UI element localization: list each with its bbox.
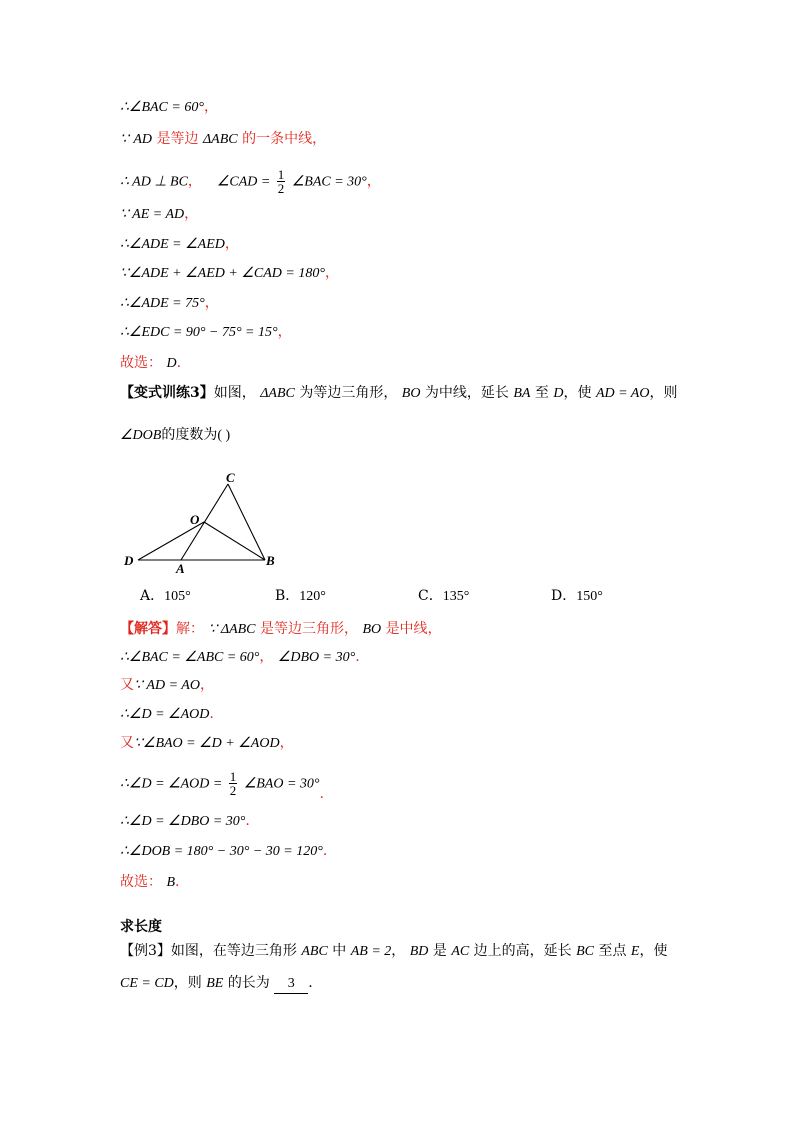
comma: ， xyxy=(366,173,381,190)
example-line-2 xyxy=(120,974,313,994)
comma: ， xyxy=(204,295,219,311)
question-text: 的度数为 xyxy=(161,427,218,443)
comma: ， xyxy=(199,677,214,693)
step-math: ∠CAD = xyxy=(216,174,271,190)
option-c[interactable] xyxy=(418,585,469,605)
solution-line-2 xyxy=(120,648,360,667)
solution-line-1 xyxy=(120,620,442,639)
section-title: 求长度 xyxy=(120,919,162,935)
comma: ， xyxy=(277,324,292,340)
period: . xyxy=(319,785,324,802)
example-line-1 xyxy=(120,942,667,961)
step-math: ∵ AD = AO xyxy=(134,678,200,693)
option-letter: C． xyxy=(418,588,443,604)
question-text: ，则 xyxy=(649,385,678,401)
step-math: ∴∠BAC = ∠ABC = 60° xyxy=(120,650,260,665)
option-letter: B． xyxy=(275,588,300,604)
fraction: $\frac{1}{2}$ xyxy=(229,769,237,798)
step-line-8 xyxy=(120,323,292,342)
step-line-1 xyxy=(120,98,218,117)
solution-text: 是中线， xyxy=(385,621,442,637)
period: . xyxy=(176,355,182,371)
step-math: ∵∠ADE + ∠AED + ∠CAD = 180° xyxy=(120,266,325,281)
question-text: 的长为 xyxy=(227,975,270,991)
question-text: 为中线，延长 xyxy=(424,385,509,401)
step-math: ∴∠D = ∠DBO = 30° xyxy=(120,814,246,829)
solution-text: 是等边三角形， xyxy=(259,621,358,637)
comma: ， xyxy=(324,265,339,281)
answer-paren: ( ) xyxy=(217,428,231,443)
answer-choice: D xyxy=(166,356,177,371)
solution-line-6 xyxy=(120,769,324,802)
option-value: 105° xyxy=(164,589,191,604)
solution-label: 【解答】 xyxy=(120,621,176,637)
step-math: ∴∠DOB = 180° − 30° − 30 = 120° xyxy=(120,844,323,859)
solution-answer-line xyxy=(120,873,179,892)
solution-line-8 xyxy=(120,842,327,861)
option-letter: A． xyxy=(140,588,165,604)
comma: ， xyxy=(224,236,239,252)
question-text: ，则 xyxy=(173,975,202,991)
period: . xyxy=(175,874,180,890)
segment-bo: BO xyxy=(401,386,421,401)
step-math: ∴ AD ⊥ BC xyxy=(120,174,188,190)
step-math: ∠BAO = 30° xyxy=(243,776,320,792)
solution-text: 又 xyxy=(120,735,134,751)
solution-line-3 xyxy=(120,676,214,695)
step-math: ∴∠ADE = ∠AED xyxy=(120,237,225,252)
segment-do xyxy=(138,522,204,560)
label-o: O xyxy=(190,512,200,527)
step-math: ∵∠BAO = ∠D + ∠AOD xyxy=(134,736,280,751)
option-b[interactable] xyxy=(275,585,326,605)
triangle-abc: ABC xyxy=(301,944,328,959)
label-d: D xyxy=(124,553,134,568)
fraction: $\frac{1}{2}$ xyxy=(277,167,285,196)
answer-label: 故选： xyxy=(120,874,162,890)
option-value: 150° xyxy=(576,589,603,604)
answer-choice: B xyxy=(166,875,176,890)
question-text: ， xyxy=(391,943,406,959)
option-a[interactable] xyxy=(140,585,191,605)
segment-be: BE xyxy=(206,976,224,991)
triangle-abc: ΔABC xyxy=(260,386,295,401)
step-math: ∠BAC = 30° xyxy=(291,174,367,190)
condition: AB = 2 xyxy=(350,944,392,959)
step-line-6 xyxy=(120,264,339,283)
solution-text: 解： xyxy=(176,621,204,637)
comma: ， xyxy=(187,173,202,190)
period: . xyxy=(245,813,250,829)
step-text: 是等边 xyxy=(156,131,199,147)
question-text: ，使 xyxy=(639,943,668,959)
triangle-figure xyxy=(120,470,290,575)
triangle-abc: ΔABC xyxy=(202,132,238,147)
example-label: 【例3】 xyxy=(120,943,171,959)
period: . xyxy=(209,706,214,722)
step-math: ∴∠D = ∠AOD xyxy=(120,707,210,722)
step-math: ∵ AE = AD xyxy=(120,207,185,222)
label-a: A xyxy=(176,561,185,575)
variant-question-line-2 xyxy=(120,426,230,445)
option-value: 120° xyxy=(299,589,326,604)
segment-ac: AC xyxy=(451,944,470,959)
question-text: . xyxy=(308,975,313,991)
question-text: 是 xyxy=(432,943,447,959)
segment-ba: BA xyxy=(513,386,531,401)
step-text: 的一条中线， xyxy=(242,131,327,147)
question-text: 边上的高，延长 xyxy=(473,943,572,959)
step-line-7 xyxy=(120,294,219,313)
step-math: ∴∠EDC = 90° − 75° = 15° xyxy=(120,325,278,340)
option-d[interactable] xyxy=(551,585,603,605)
question-text: 至点 xyxy=(598,943,627,959)
solution-line-4 xyxy=(120,705,214,724)
solution-text: 又 xyxy=(120,677,134,693)
answer-line xyxy=(120,354,181,373)
segment-bo: BO xyxy=(362,622,382,637)
variant-label: 【变式训练3】 xyxy=(120,385,214,401)
point-d: D xyxy=(553,386,564,401)
question-text: 如图，在等边三角形 xyxy=(170,943,297,959)
point-e: E xyxy=(630,944,640,959)
condition: AD = AO xyxy=(595,386,650,401)
step-math: ∠DBO = 30° xyxy=(277,650,356,665)
question-text: ，使 xyxy=(563,385,592,401)
answer-label: 故选： xyxy=(120,355,162,371)
step-math: ∴∠D = ∠AOD = xyxy=(120,776,223,792)
step-math: ∴∠BAC = 60° xyxy=(120,100,204,115)
segment-ad: AD xyxy=(133,132,153,147)
step-math: ∴∠ADE = 75° xyxy=(120,296,205,311)
segment-bd: BD xyxy=(409,944,429,959)
comma: ， xyxy=(203,99,218,115)
period: . xyxy=(355,649,360,665)
comma: ， xyxy=(184,206,199,222)
step-math: ∵ ΔABC xyxy=(208,622,256,637)
period: . xyxy=(322,843,328,859)
step-line-5 xyxy=(120,235,239,254)
answer-blank: 3 xyxy=(274,975,308,994)
because-symbol: ∵ xyxy=(120,132,129,147)
option-value: 135° xyxy=(442,589,470,604)
solution-line-5 xyxy=(120,734,294,753)
solution-line-7 xyxy=(120,812,250,831)
label-b: B xyxy=(266,553,275,568)
question-text: 中 xyxy=(332,943,347,959)
step-line-3 xyxy=(120,168,381,195)
question-text: 至 xyxy=(534,385,549,401)
option-letter: D． xyxy=(551,588,577,604)
segment-bc: BC xyxy=(576,944,595,959)
comma: ， xyxy=(259,649,274,665)
step-line-4 xyxy=(120,205,198,224)
variant-question-line-1 xyxy=(120,384,677,403)
comma: ， xyxy=(279,735,294,751)
step-line-2 xyxy=(120,130,326,149)
angle-dob: ∠DOB xyxy=(120,428,162,443)
question-text: 如图， xyxy=(213,385,256,401)
label-c: C xyxy=(226,470,235,485)
condition: CE = CD xyxy=(120,976,174,991)
question-text: 为等边三角形， xyxy=(299,385,398,401)
